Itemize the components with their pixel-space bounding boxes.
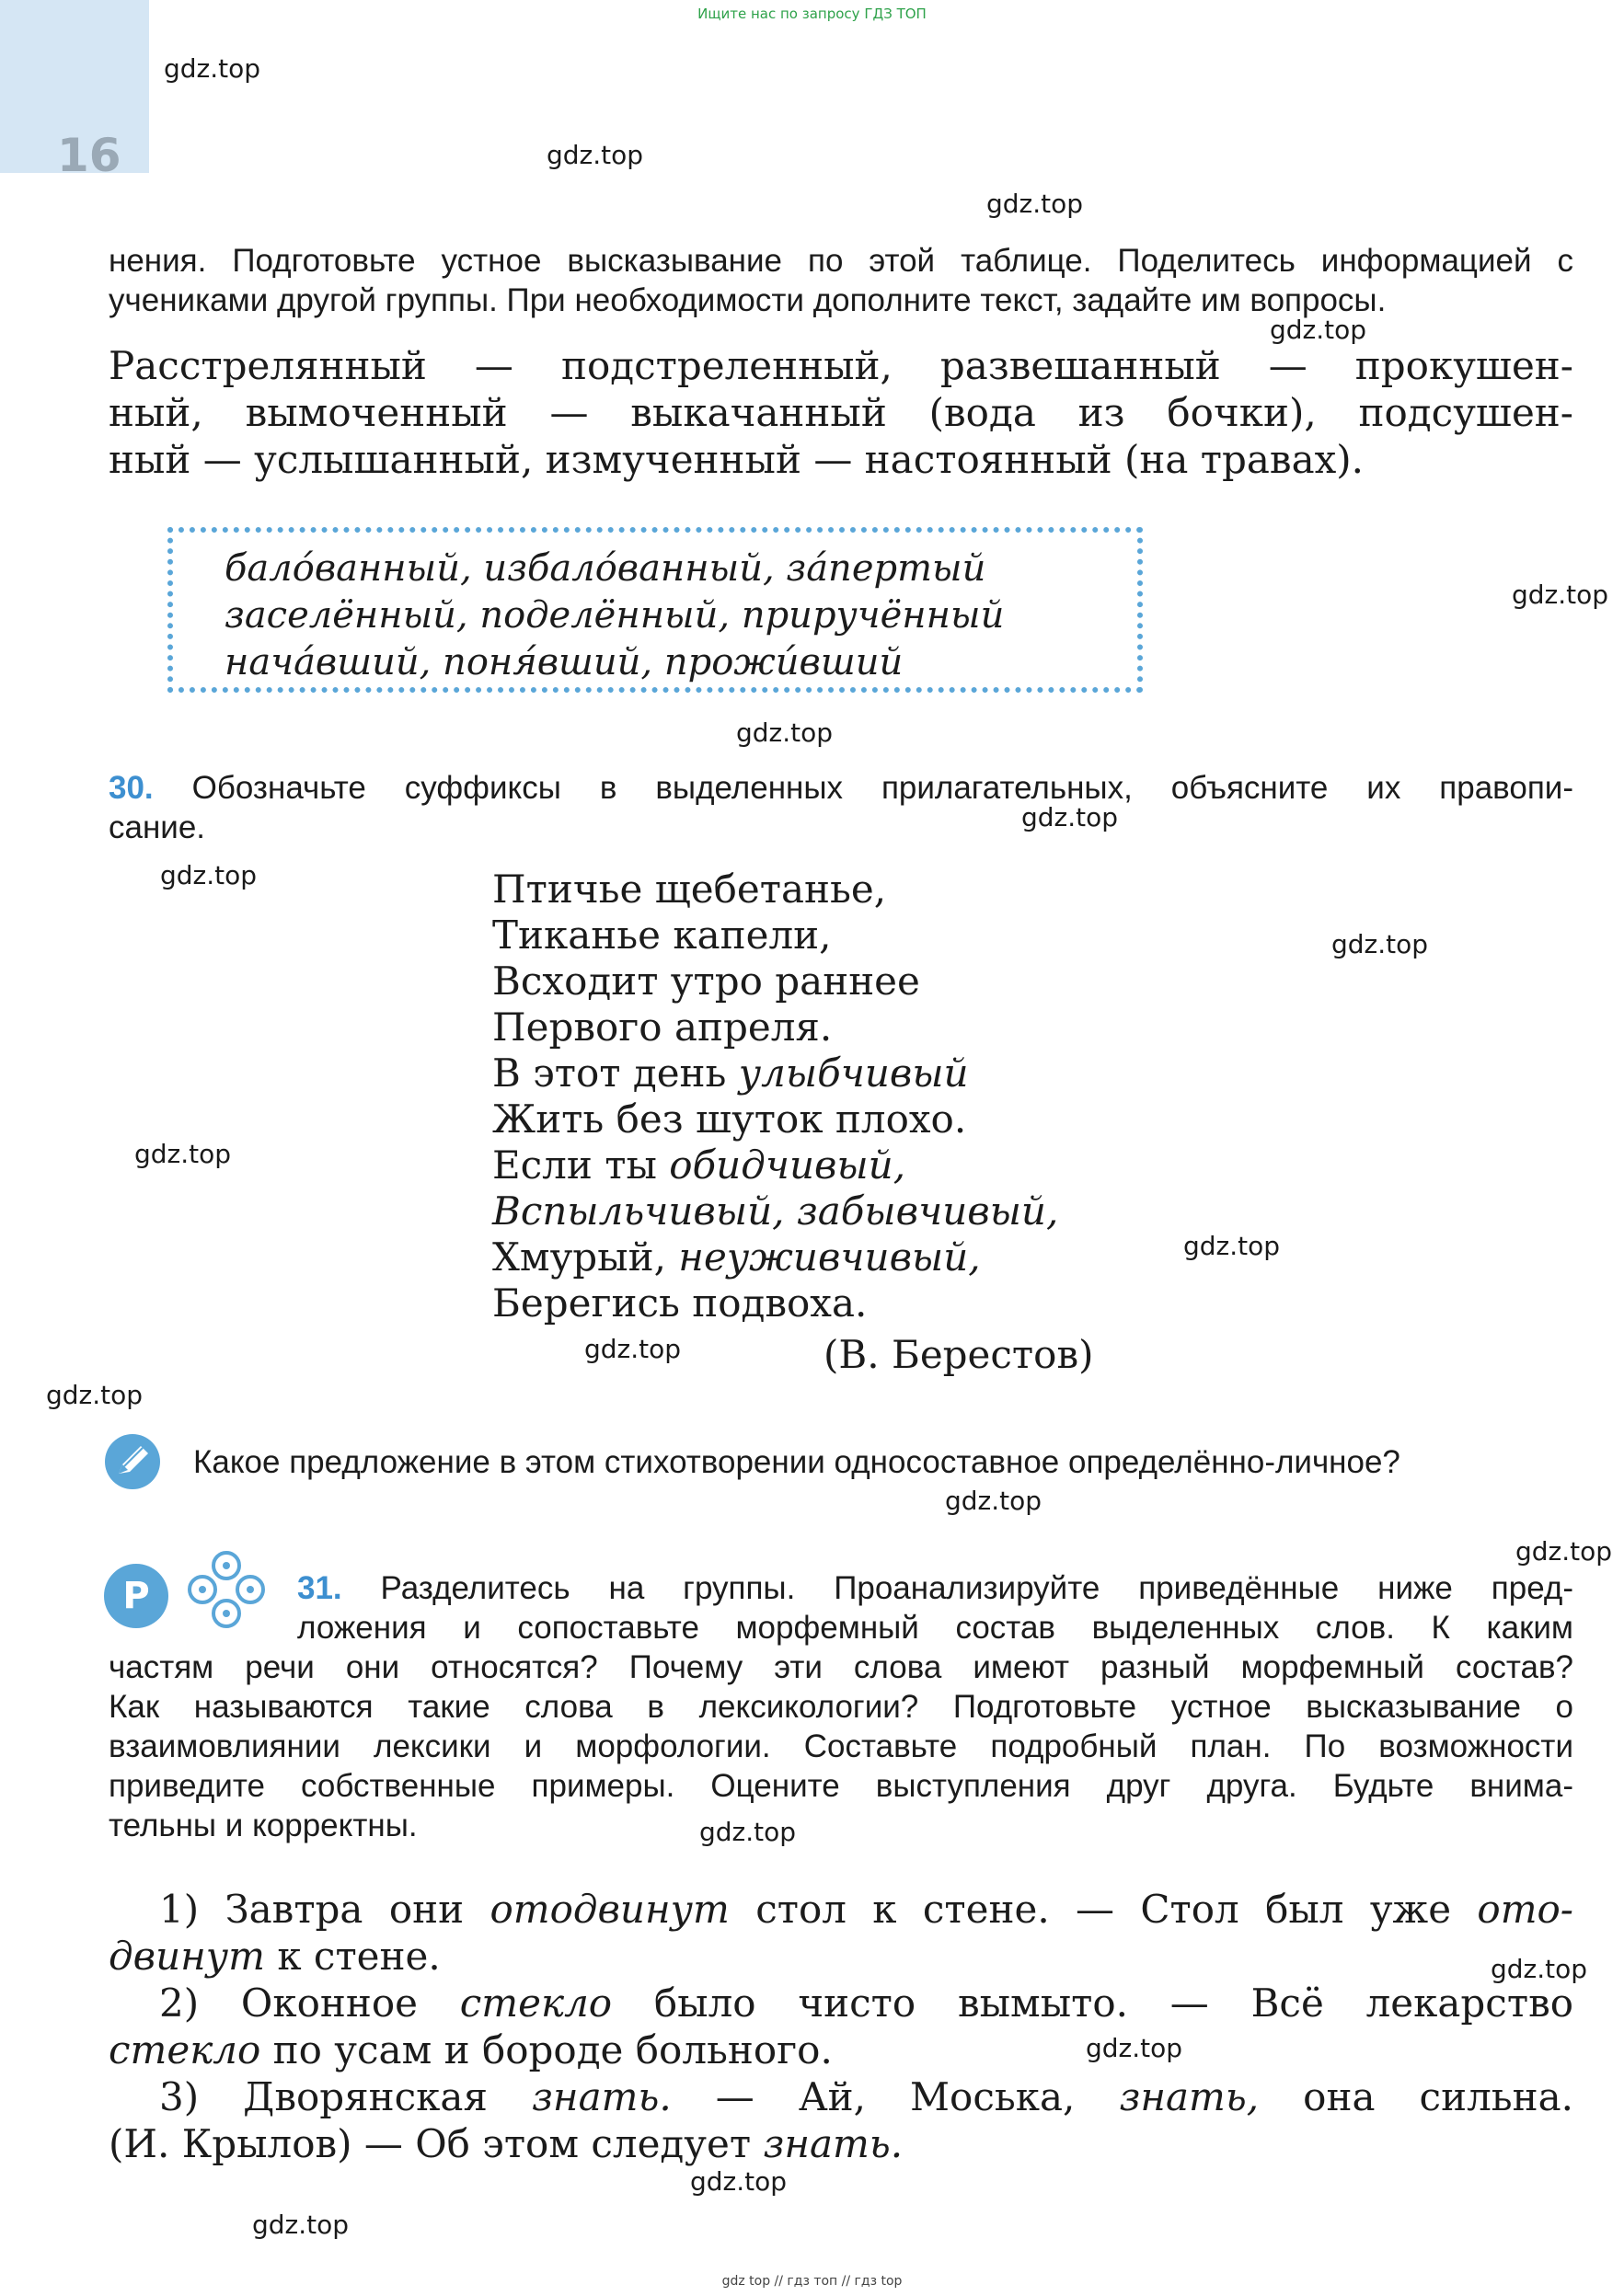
s1-highlight-dvinut: двинут [109,1934,265,1979]
s3-highlight-znat-particle: знать, [1119,2074,1260,2119]
s2-highlight-steklo-verb: стекло [109,2027,261,2072]
poem-line-5-plain: В этот день [492,1050,739,1096]
watermark: gdz.top [46,1380,144,1410]
s3-part-f: (И. Крылов) — Об этом следует [109,2121,764,2166]
exercise-31-line-4: Как называются такие слова в лексикологии? Подготовьте устное высказывание о [109,1689,1573,1725]
sentence-2-line-1 [109,1980,1573,2026]
sentence-3-line-1 [109,2073,1573,2120]
watermark: gdz.top [134,1139,232,1169]
s2-part-e: по усам и бороде больного. [260,2027,833,2072]
sentence-2-line-2 [109,2026,1573,2073]
poem-line-7 [492,1142,1094,1188]
watermark: gdz.top [1515,1536,1613,1567]
poem-highlight-obidchivy: обидчивый, [669,1142,906,1188]
watermark: gdz.top [1086,2033,1183,2063]
s1-part-f: к стене. [264,1934,441,1979]
poem-highlight-neuzhivchivy: неуживчивый, [678,1234,981,1280]
poem-author: (В. Берестов) [824,1332,1094,1377]
s3-highlight-znat-verb: знать. [763,2121,904,2166]
s2-part-c: было чисто вымыто. — Всё лекарство [612,1980,1573,2026]
exercise-31-line-5: взаимовлиянии лексики и морфологии. Составьте подробный план. По возможности [109,1728,1573,1764]
bottom-banner: gdz top // гдз топ // гдз top [721,2274,903,2289]
pencil-icon [104,1433,161,1490]
word-pairs-line-2: ный, вымоченный — выкачанный (вода из бочки), подсушен- [109,390,1573,435]
exercise-31-line-7: тельны и корректны. [109,1808,418,1843]
intro-line-1: нения. Подготовьте устное высказывание по этой таблице. Поделитесь информацией с [109,243,1573,279]
exercise-31-text-1: Разделитесь на группы. Проанализируйте приведённые ниже пред- [380,1570,1573,1606]
watermark: gdz.top [1512,580,1609,610]
word-pairs [109,342,1573,483]
exercise-31-line-2: ложения и сопоставьте морфемный состав выделенных слов. К каким [297,1610,1573,1646]
poem-line-1: Птичье щебетанье, [492,867,887,912]
poem-line-4: Первого апреля. [492,1004,833,1050]
poem-highlight-vspylchivy: Вспыльчивый, забывчивый, [492,1188,1059,1234]
poem-highlight-ulybchivy: улыбчивый [738,1050,969,1096]
boxed-line-2: заселённый, поделённый, приручённый [225,594,1005,637]
watermark: gdz.top [986,189,1084,219]
question-text: Какое предложение в этом стихотворении односоставное определённо-личное? [193,1444,1400,1480]
s1-highlight-otodvinut: отодвинут [490,1887,730,1932]
watermark: gdz.top [690,2166,788,2197]
poem-line-3: Всходит утро раннее [492,959,920,1004]
sentence-3-line-2 [109,2120,1573,2167]
watermark: gdz.top [584,1334,682,1364]
watermark: gdz.top [164,53,261,84]
page-number: 16 [57,129,121,182]
watermark: gdz.top [736,718,834,748]
exercise-31-number: 31. [297,1570,342,1606]
exercise-31-line-3: частям речи они относятся? Почему эти слова имеют разный морфемный состав? [109,1649,1573,1685]
poem-line-2: Тиканье капели, [492,913,832,958]
s2-highlight-steklo-noun: стекло [459,1980,613,2026]
s3-part-a: 3) Дворянская [159,2074,533,2119]
s1-highlight-oto: ото- [1477,1887,1573,1932]
letter-r-badge: Р [104,1564,168,1628]
exercise-31-line-1 [109,1568,1573,1608]
watermark: gdz.top [699,1817,797,1847]
watermark: gdz.top [160,860,258,890]
word-pairs-line-1: Расстрелянный — подстреленный, развешанный — прокушен- [109,343,1573,388]
poem-line-8 [492,1188,1094,1234]
poem-line-9 [492,1234,1094,1280]
watermark: gdz.top [945,1486,1042,1516]
s1-part-c: стол к стене. — Стол был уже [729,1887,1478,1932]
watermark: gdz.top [1270,315,1367,345]
s1-part-a: 1) Завтра они [159,1887,490,1932]
boxed-line-3: нача́вший, поня́вший, прожи́вший [225,641,904,683]
watermark: gdz.top [1331,929,1429,959]
poem-line-9-plain: Хмурый, [492,1234,679,1280]
boxed-words [225,545,1004,686]
top-banner: Ищите нас по запросу ГДЗ ТОП [697,6,927,22]
watermark: gdz.top [1021,802,1119,832]
exercise-30 [109,768,1573,847]
exercise-31-line-6: приведите собственные примеры. Оцените выступления друг друга. Будьте внима- [109,1768,1573,1804]
poem-line-5 [492,1050,1094,1096]
poem-line-10: Берегись подвоха. [492,1280,868,1326]
poem-line-6: Жить без шуток плохо. [492,1096,967,1142]
watermark: gdz.top [1183,1231,1281,1261]
poem-line-7-plain: Если ты [492,1142,670,1188]
intro-paragraph [109,241,1573,320]
watermark: gdz.top [1491,1954,1588,1984]
example-sentences [109,1886,1573,2167]
exercise-30-number: 30. [109,770,154,806]
watermark: gdz.top [547,140,644,170]
exercise-31 [109,1568,1573,1845]
s3-part-c: — Ай, Моська, [671,2074,1120,2119]
exercise-30-text-1: Обозначьте суффиксы в выделенных прилагательных, объясните их правопи- [191,770,1573,806]
word-pairs-line-3: ный — услышанный, измученный — настоянный (на травах). [109,437,1365,482]
s3-highlight-znat-noun: знать. [532,2074,672,2119]
sentence-1-line-2 [109,1933,1573,1980]
exercise-30-line-1 [109,768,1573,808]
sentence-1-line-1 [109,1886,1573,1933]
watermark: gdz.top [252,2210,350,2240]
s2-part-a: 2) Оконное [159,1980,460,2026]
exercise-30-line-2: сание. [109,809,206,845]
boxed-line-1: бало́ванный, избало́ванный, за́пертый [225,547,986,590]
poem [492,867,1094,1378]
s3-part-e: она сильна. [1259,2074,1574,2119]
intro-line-2: учениками другой группы. При необходимости дополните текст, задайте им вопросы. [109,282,1387,318]
